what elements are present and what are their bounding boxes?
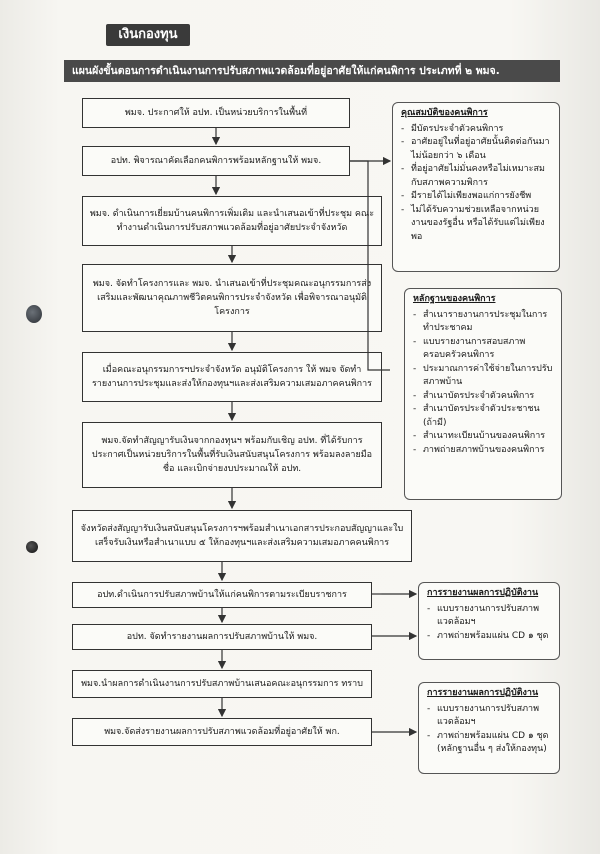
qualifications-heading: คุณสมบัติของคนพิการ bbox=[401, 108, 488, 118]
flow-step-7: จังหวัดส่งสัญญารับเงินสนับสนุนโครงการฯพร้อมสำเนาเอกสารประกอบสัญญาและใบเสร็จรับเงินหรือสำเนาแบบ ๕ ให้กองทุนฯและส่งเสริมความเสมอภาคคนพิการ bbox=[72, 510, 412, 562]
evidence-item: - สำเนาบัตรประจำตัวประชาชน (ถ้ามี) bbox=[413, 403, 553, 430]
evidence-item: - สำเนาบัตรประจำตัวคนพิการ bbox=[413, 390, 553, 404]
flow-step-6: พมจ.จัดทำสัญญารับเงินจากกองทุนฯ พร้อมกับเชิญ อปท. ที่ได้รับการประกาศเป็นหน่วยบริการในพื้นที่รับเงินสนับสนุนโครงการ พร้อมลงลายมือชื่อ และเบิกจ่ายงบประมาณให้ อปท. bbox=[82, 422, 382, 488]
flow-step-1: พมจ. ประกาศให้ อปท. เป็นหน่วยบริการในพื้นที่ bbox=[82, 98, 350, 128]
evidence-item: - แบบรายงานการสอบสภาพครอบครัวคนพิการ bbox=[413, 336, 553, 363]
flow-step-9: อปท. จัดทำรายงานผลการปรับสภาพบ้านให้ พมจ. bbox=[72, 624, 372, 650]
qualification-item: - อาศัยอยู่ในที่อยู่อาศัยนั้นติดต่อกันมาไม่น้อยกว่า ๖ เดือน bbox=[401, 136, 551, 163]
report-item: - ภาพถ่ายพร้อมแผ่น CD ๑ ชุด (หลักฐานอื่น ๆ ส่งให้กองทุน) bbox=[427, 730, 551, 757]
evidence-item: - สำเนารายงานการประชุมในการทำประชาคม bbox=[413, 309, 553, 336]
evidence-item: - ภาพถ่ายสภาพบ้านของคนพิการ bbox=[413, 444, 553, 458]
qualification-item: - มีรายได้ไม่เพียงพอแก่การยังชีพ bbox=[401, 190, 551, 204]
qualification-item: - มีบัตรประจำตัวคนพิการ bbox=[401, 123, 551, 137]
flow-step-8: อปท.ดำเนินการปรับสภาพบ้านให้แก่คนพิการตามระเบียบราชการ bbox=[72, 582, 372, 608]
flow-step-5: เมื่อคณะอนุกรรมการฯประจำจังหวัด อนุมัติโครงการ ให้ พมจ จัดทำรายงานการประชุมและส่งให้กองทุนฯและส่งเสริมความเสมอภาคคนพิการ bbox=[82, 352, 382, 402]
evidence-item: - สำเนาทะเบียนบ้านของคนพิการ bbox=[413, 430, 553, 444]
report-heading: การรายงานผลการปฏิบัติงาน bbox=[427, 588, 539, 598]
flow-step-3: พมจ. ดำเนินการเยี่ยมบ้านคนพิการเพิ่มเติม และนำเสนอเข้าที่ประชุม คณะทำงานดำเนินการปรับสภาพแวดล้อมที่อยู่อาศัยประจำจังหวัด bbox=[82, 196, 382, 246]
connector-line bbox=[350, 161, 390, 370]
qualification-item: - ไม่ได้รับความช่วยเหลือจากหน่วยงานของรัฐอื่น หรือได้รับแต่ไม่เพียงพอ bbox=[401, 204, 551, 245]
evidence-heading: หลักฐานของคนพิการ bbox=[413, 294, 496, 304]
flowchart-title: แผนผังขั้นตอนการดำเนินงานการปรับสภาพแวดล้อมที่อยู่อาศัยให้แก่คนพิการ ประเภทที่ ๒ พมจ. bbox=[64, 60, 560, 82]
report-item: - ภาพถ่ายพร้อมแผ่น CD ๑ ชุด bbox=[427, 630, 551, 644]
flow-step-10: พมจ.นำผลการดำเนินงานการปรับสภาพบ้านเสนอคณะอนุกรรมการ ทราบ bbox=[72, 670, 372, 698]
section-tab: เงินกองทุน bbox=[106, 24, 190, 46]
flow-step-2: อปท. พิจารณาคัดเลือกคนพิการพร้อมหลักฐานให้ พมจ. bbox=[82, 146, 350, 176]
report-heading: การรายงานผลการปฏิบัติงาน bbox=[427, 688, 539, 698]
flow-step-4: พมจ. จัดทำโครงการและ พมจ. นำเสนอเข้าที่ประชุมคณะอนุกรรมการส่งเสริมและพัฒนาคุณภาพชีวิตคนพิการประจำจังหวัด เพื่อพิจารณาอนุมัติโครงการ bbox=[82, 264, 382, 332]
report-item: - แบบรายงานการปรับสภาพแวดล้อมฯ bbox=[427, 603, 551, 630]
evidence-item: - ประมาณการค่าใช้จ่ายในการปรับสภาพบ้าน bbox=[413, 363, 553, 390]
flow-step-11: พมจ.จัดส่งรายงานผลการปรับสภาพแวดล้อมที่อยู่อาศัยให้ พก. bbox=[72, 718, 372, 746]
qualification-item: - ที่อยู่อาศัยไม่มั่นคงหรือไม่เหมาะสมกับสภาพความพิการ bbox=[401, 163, 551, 190]
report-item: - แบบรายงานการปรับสภาพแวดล้อมฯ bbox=[427, 703, 551, 730]
